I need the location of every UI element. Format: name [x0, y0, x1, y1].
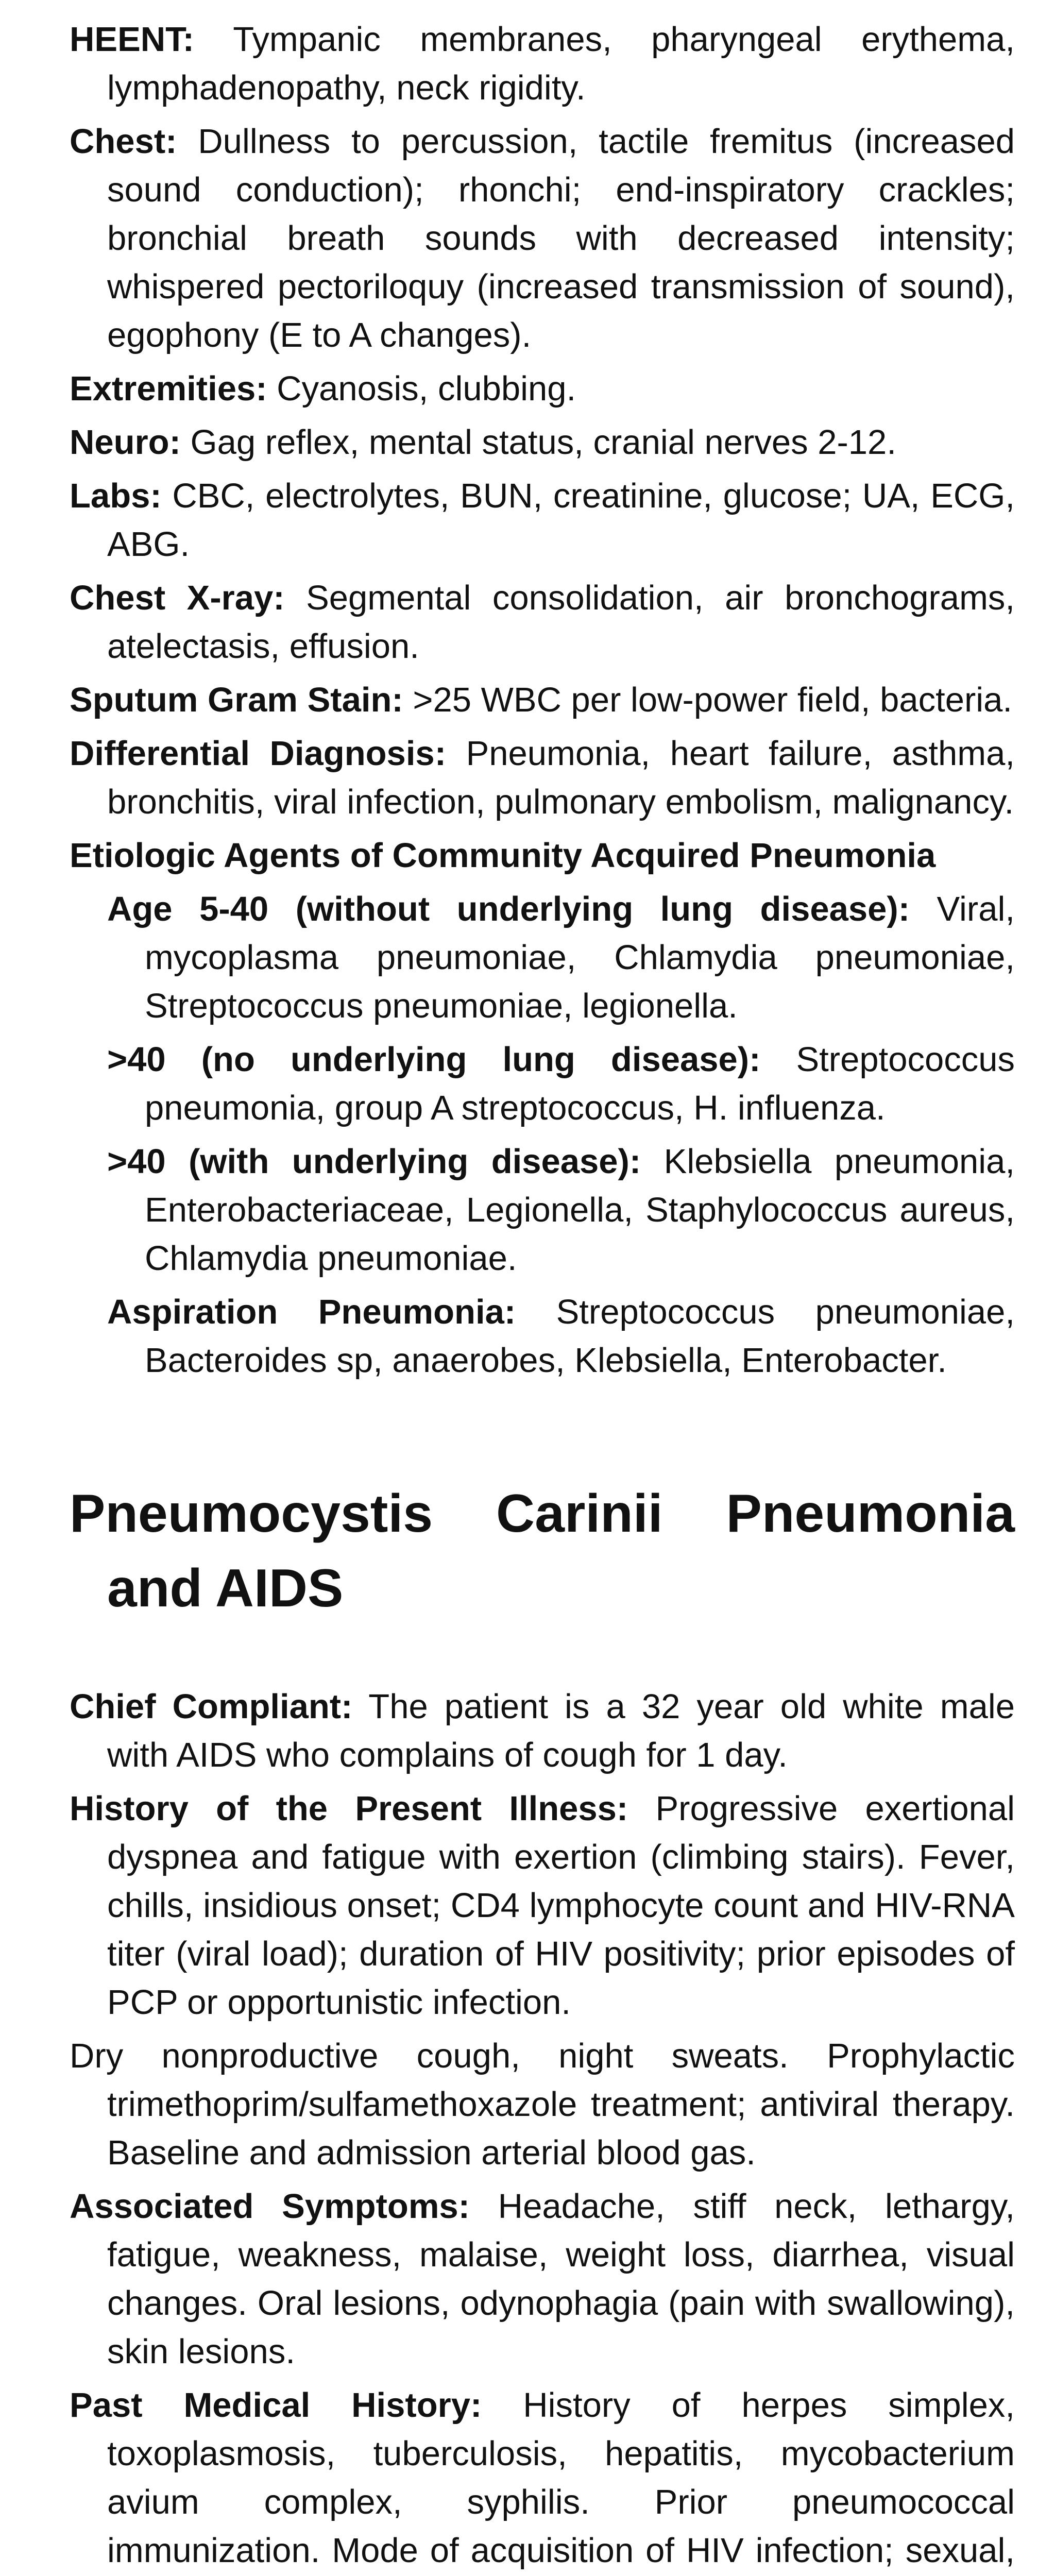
past-medical-history-entry — [70, 2381, 1015, 2576]
extremities-text: Cyanosis, clubbing. — [267, 369, 576, 408]
chest-xray-text: Segmental consolidation, air bronchograms, atelectasis, effusion. — [107, 579, 1015, 666]
history-section — [70, 1683, 1015, 2576]
over-40-no-disease-label: >40 (no underlying lung disease): — [107, 1040, 761, 1079]
age-5-40-entry — [107, 885, 1015, 1030]
chest-label: Chest: — [70, 122, 177, 161]
past-medical-history-text: History of herpes simplex, toxoplasmosis, tuberculosis, hepatitis, mycobacterium avium complex, syphilis. Prior pneumococcal immunization. Mode of acquisition of HIV infection; sexual, — [107, 2386, 1015, 2570]
aspiration-pneumonia-text: Streptococcus pneumoniae, Bacteroides sp, anaerobes, Klebsiella, Enterobacter. — [145, 1293, 1015, 1380]
over-40-no-disease-entry — [107, 1036, 1015, 1132]
aspiration-pneumonia-entry — [107, 1288, 1015, 1385]
chest-entry — [70, 117, 1015, 360]
over-40-with-disease-text: Klebsiella pneumonia, Enterobacteriaceae, Legionella, Staphylococcus aureus, Chlamydia pneumoniae. — [145, 1142, 1015, 1278]
present-illness-continued-text: Dry nonproductive cough, night sweats. Prophylactic trimethoprim/sulfamethoxazole treatment; antiviral therapy. Baseline and admission arterial blood gas. — [70, 2037, 1015, 2172]
sputum-gram-stain-entry — [70, 676, 1015, 724]
neuro-text: Gag reflex, mental status, cranial nerves 2-12. — [180, 423, 896, 462]
extremities-label: Extremities: — [70, 369, 267, 408]
chest-xray-entry — [70, 574, 1015, 671]
sputum-gram-stain-label: Sputum Gram Stain: — [70, 681, 403, 719]
present-illness-entry — [70, 1785, 1015, 2027]
sputum-gram-stain-text: >25 WBC per low-power field, bacteria. — [403, 681, 1013, 719]
associated-symptoms-entry — [70, 2182, 1015, 2376]
labs-label: Labs: — [70, 477, 162, 515]
neuro-entry — [70, 418, 1015, 467]
chief-complaint-text: The patient is a 32 year old white male with AIDS who complains of cough for 1 day. — [107, 1687, 1015, 1774]
present-illness-label: History of the Present Illness: — [70, 1789, 628, 1828]
heent-text: Tympanic membranes, pharyngeal erythema, lymphadenopathy, neck rigidity. — [107, 20, 1015, 107]
differential-diagnosis-label: Differential Diagnosis: — [70, 734, 447, 773]
associated-symptoms-label: Associated Symptoms: — [70, 2187, 470, 2226]
labs-text: CBC, electrolytes, BUN, creatinine, glucose; UA, ECG, ABG. — [107, 477, 1015, 564]
neuro-label: Neuro: — [70, 423, 181, 462]
present-illness-continued-entry — [70, 2032, 1015, 2177]
over-40-no-disease-text: Streptococcus pneumonia, group A streptococcus, H. influenza. — [145, 1040, 1015, 1127]
present-illness-text: Progressive exertional dyspnea and fatigue with exertion (climbing stairs). Fever, chills, insidious onset; CD4 lymphocyte count and HIV-RNA titer (viral load); duration of HIV positivity; prior episodes of PCP or opportunistic infection. — [107, 1789, 1015, 2022]
chief-complaint-entry — [70, 1683, 1015, 1780]
exam-findings-section — [70, 15, 1015, 826]
section-title: Pneumocystis Carinii Pneumonia and AIDS — [70, 1484, 1015, 1618]
etiologic-agents-section — [70, 832, 1015, 1385]
age-5-40-label: Age 5-40 (without underlying lung disease): — [107, 890, 910, 928]
over-40-with-disease-label: >40 (with underlying disease): — [107, 1142, 641, 1181]
differential-diagnosis-entry — [70, 730, 1015, 826]
heent-label: HEENT: — [70, 20, 194, 59]
differential-diagnosis-text: Pneumonia, heart failure, asthma, bronchitis, viral infection, pulmonary embolism, malignancy. — [107, 734, 1015, 821]
chief-complaint-label: Chief Compliant: — [70, 1687, 353, 1726]
heent-entry — [70, 15, 1015, 112]
etiologic-agents-heading: Etiologic Agents of Community Acquired Pneumonia — [70, 836, 936, 875]
associated-symptoms-text: Headache, stiff neck, lethargy, fatigue, weakness, malaise, weight loss, diarrhea, visual changes. Oral lesions, odynophagia (pain with swallowing), skin lesions. — [107, 2187, 1015, 2371]
chest-xray-label: Chest X-ray: — [70, 579, 285, 617]
past-medical-history-label: Past Medical History: — [70, 2386, 482, 2425]
aspiration-pneumonia-label: Aspiration Pneumonia: — [107, 1293, 516, 1331]
age-5-40-text: Viral, mycoplasma pneumoniae, Chlamydia pneumoniae, Streptococcus pneumoniae, legionella. — [145, 890, 1015, 1025]
extremities-entry — [70, 365, 1015, 413]
over-40-with-disease-entry — [107, 1138, 1015, 1283]
labs-entry — [70, 472, 1015, 569]
chest-text: Dullness to percussion, tactile fremitus (increased sound conduction); rhonchi; end-inspiratory crackles; bronchial breath sounds with decreased intensity; whispered pectoriloquy (increased transmission of sound), egophony (E to A changes). — [107, 122, 1015, 354]
